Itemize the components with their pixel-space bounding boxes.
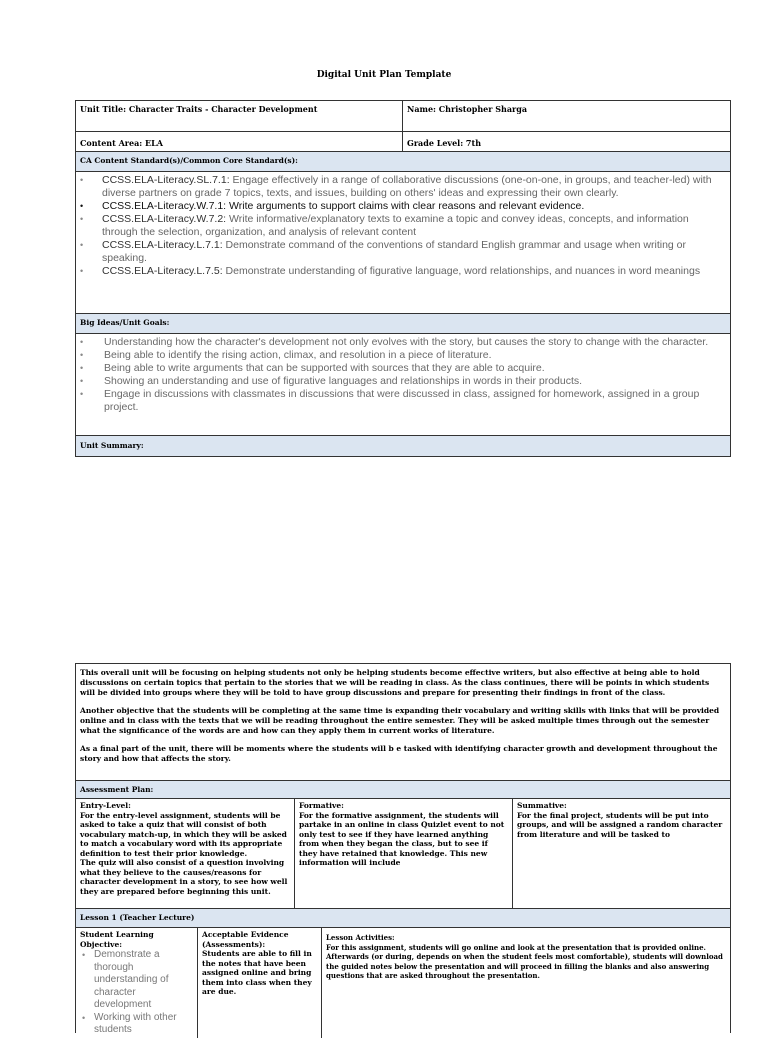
unit-title-cell: Unit Title: Character Traits - Character Development — [76, 101, 403, 131]
standard-text: Demonstrate understanding of figurative language, word relationships, and nuances in word meanings — [222, 265, 701, 277]
summative-title: Summative: — [517, 801, 567, 810]
standard-item — [102, 200, 726, 213]
summative-text: For the final project, students will be put into groups, and will be assigned a random character from literature and will be tasked to — [517, 810, 723, 839]
standard-text: Write arguments to support claims with clear reasons and relevant evidence. — [226, 200, 585, 212]
activities-title: Lesson Activities: — [326, 933, 395, 942]
standard-text: Engage effectively in a range of collaborative discussions (one-on-one, in groups, and teacher-led) with diverse partners on grade 7 topics, texts, and issues, building on others' ideas and expressing their own clearly. — [102, 174, 712, 199]
goal-item: • Understanding how the character's development not only evolves with the story, but causes the story to change with the character. — [104, 336, 726, 349]
formative-cell — [295, 799, 513, 908]
standards-list-row — [76, 172, 730, 314]
objective-item: • Working with other students — [94, 1012, 193, 1037]
name-cell: Name: Christopher Sharga — [407, 104, 528, 114]
goals-header: Big Ideas/Unit Goals: — [76, 314, 730, 334]
summary-body-row — [76, 664, 730, 781]
summative-cell — [513, 799, 730, 908]
unit-plan-table-continued — [75, 663, 731, 1033]
assessment-header: Assessment Plan: — [76, 781, 730, 799]
goal-item: • Engage in discussions with classmates in discussions that were discussed in class, assigned for homework, assigned in a group project. — [104, 388, 726, 414]
standard-code: CCSS.ELA-Literacy.L.7.5: — [102, 265, 223, 277]
goal-item: • Being able to identify the rising action, climax, and resolution in a piece of literature. — [104, 349, 726, 362]
evidence-text: Students are able to fill in the notes that have been assigned online and bring them into class when they are due. — [202, 949, 312, 996]
entry-level-cell — [76, 799, 295, 908]
standards-list — [76, 172, 730, 280]
standard-item — [102, 213, 726, 239]
entry-level-text: For the entry-level assignment, students will be asked to take a quiz that will consist of both vocabulary match-up, in which they will be asked to match a vocabulary word with its appropriate definition to test their prior knowledge. The quiz will also consist of a question involving what they believe to the causes/reasons for character development in a story, to see how well they are prepared before beginning this unit. — [80, 810, 288, 896]
objective-title: Student Learning Objective: — [80, 930, 154, 949]
standard-item — [102, 174, 726, 200]
evidence-cell — [198, 928, 322, 1038]
standard-text: Write informative/explanatory texts to examine a topic and convey ideas, concepts, and information through the selection, organization, and analysis of relevant content — [102, 213, 689, 238]
summary-paragraph: As a final part of the unit, there will be moments where the students will b e tasked with identifying character growth and development throughout the story and how that affects the story. — [80, 744, 718, 763]
goals-list-row — [76, 334, 730, 436]
unit-title-row — [76, 101, 730, 132]
standard-code: CCSS.ELA-Literacy.L.7.1: — [102, 239, 223, 251]
objective-cell — [76, 928, 198, 1038]
standard-code: CCSS.ELA-Literacy.W.7.1: — [102, 200, 227, 212]
standards-header: CA Content Standard(s)/Common Core Standard(s): — [76, 152, 730, 172]
lesson1-row — [76, 928, 730, 1038]
goals-list — [76, 334, 730, 416]
goal-item: • Being able to write arguments that can be supported with sources that they are able to acquire. — [104, 362, 726, 375]
standard-code: CCSS.ELA-Literacy.SL.7.1: — [102, 174, 230, 186]
standard-text: Demonstrate command of the conventions of standard English grammar and usage when writing or speaking. — [102, 239, 687, 264]
assessment-row — [76, 799, 730, 909]
grade-level-cell: Grade Level: 7th — [407, 138, 482, 148]
standard-item — [102, 239, 726, 265]
activities-cell — [322, 928, 730, 1038]
evidence-title: Acceptable Evidence (Assessments): — [202, 930, 289, 949]
lesson1-header: Lesson 1 (Teacher Lecture) — [76, 909, 730, 928]
objective-item: • Demonstrate a thorough understanding of character development — [94, 949, 193, 1012]
content-area-cell: Content Area: ELA — [76, 132, 403, 151]
goal-item: • Showing an understanding and use of figurative languages and relationships in words in their products. — [104, 375, 726, 388]
standard-item — [102, 265, 726, 278]
formative-title: Formative: — [299, 801, 344, 810]
document-title: Digital Unit Plan Template — [316, 70, 452, 80]
objective-list — [80, 949, 193, 1037]
formative-text: For the formative assignment, the students will partake in an online in class Quizlet event to not only test to see if they have learned anything from when they began the class, but to see if they have retained that knowledge. This new information will include — [299, 810, 505, 867]
activities-text: For this assignment, students will go online and look at the presentation that is provided online. Afterwards (or during, depends on when the student feels most comfortable), students will download the guided notes below the presentation and will proceed in filling the blanks and also answering questions that are asked throughout the presentation. — [326, 942, 723, 980]
summary-paragraph: This overall unit will be focusing on helping students not only be helping students become effective writers, but also effective at being able to hold discussions on certain topics that pertain to the stories that we will be reading in class. As the class continues, there will be points in which students will be divided into groups where they will be told to have group discussions and prepare for presenting their findings in front of the class. — [80, 668, 710, 697]
summary-paragraph: Another objective that the students will be completing at the same time is expanding their vocabulary and writing skills with links that will be provided online and in class with the texts that we will be reading throughout the entire semester. They will be asked multiple times through out the semester what the significance of the words are and how can they apply them in current works of literature. — [80, 706, 720, 735]
content-area-row — [76, 132, 730, 152]
entry-level-title: Entry-Level: — [80, 801, 131, 810]
standard-code: CCSS.ELA-Literacy.W.7.2: — [102, 213, 227, 225]
unit-summary-header: Unit Summary: — [76, 436, 730, 456]
unit-plan-table — [75, 100, 731, 457]
